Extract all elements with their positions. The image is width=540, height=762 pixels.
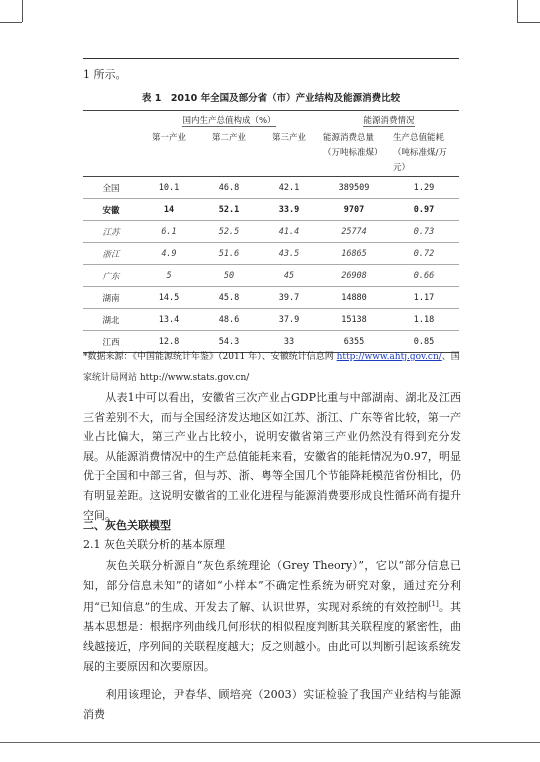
crop-mark-top-left-v [22, 0, 23, 22]
header-gdp-group [139, 111, 319, 130]
header-blank [83, 111, 139, 130]
header-energy-total: 能源消费总量（万吨标准煤） [319, 129, 389, 177]
value-cell: 33.9 [259, 199, 319, 221]
value-cell: 0.72 [389, 243, 459, 265]
value-cell: 14880 [319, 287, 389, 309]
industry-energy-table [83, 110, 459, 353]
value-cell: 9707 [319, 199, 389, 221]
region-cell: 江西 [83, 331, 139, 353]
crop-mark-top-left-h [0, 22, 22, 23]
value-cell: 42.1 [259, 177, 319, 199]
value-cell: 6355 [319, 331, 389, 353]
value-cell: 39.7 [259, 287, 319, 309]
value-cell: 12.8 [139, 331, 199, 353]
para2-part-b: 。其基本思想是：根据序列曲线几何形状的相似程度判断其关联程度的紧密性，曲线越接近，序列间的关联程度越大；反之则越小。由此可以判断引起该系统发展的主要原因和次要原因。 [83, 600, 462, 673]
value-cell: 46.8 [199, 177, 259, 199]
value-cell: 14 [139, 199, 199, 221]
region-cell: 湖南 [83, 287, 139, 309]
value-cell: 1.29 [389, 177, 459, 199]
table-row [83, 199, 459, 221]
value-cell: 16865 [319, 243, 389, 265]
value-cell: 4.9 [139, 243, 199, 265]
value-cell: 52.5 [199, 221, 259, 243]
value-cell: 41.4 [259, 221, 319, 243]
table-header-col-row [83, 129, 459, 177]
table-caption: 表 1 2010 年全国及部分省（市）产业结构及能源消费比较 [141, 93, 401, 104]
value-cell: 43.5 [259, 243, 319, 265]
table-row [83, 221, 459, 243]
region-cell: 安徽 [83, 199, 139, 221]
table-row [83, 287, 459, 309]
value-cell: 37.9 [259, 309, 319, 331]
gdp-group-label: 国内生产总值构成（%） [182, 115, 276, 126]
region-cell: 浙江 [83, 243, 139, 265]
value-cell: 389509 [319, 177, 389, 199]
value-cell: 50 [199, 265, 259, 287]
value-cell: 5 [139, 265, 199, 287]
header-rule [83, 58, 459, 59]
value-cell: 52.1 [199, 199, 259, 221]
value-cell: 1.17 [389, 287, 459, 309]
value-cell: 0.97 [389, 199, 459, 221]
note-prefix: *数据来源：《中国能源统计年鉴》（2011 年）、安徽统计信息网 [83, 352, 337, 362]
value-cell: 51.6 [199, 243, 259, 265]
header-tertiary: 第三产业 [259, 129, 319, 177]
energy-group-label: 能源消费情况 [363, 115, 415, 126]
paragraph-table-analysis: 从表1中可以看出，安徽省三次产业占GDP比重与中部湖南、湖北及江西三省差别不大，而与全国经济发达地区如江苏、浙江、广东等省比较，第一产业占比偏大，第三产业占比较小，说明安徽省第三产业仍然没有得到充分发展。从能源消费情况中的生产总值能耗来看，安徽省的能耗情况为0.97，明显优于全国和中部三省，但与苏、浙、粤等全国几个节能降耗模范省份相比，仍有明显差距。这说明安徽省的工业化进程与能源消费要形成良性循环尚有提升空间。 [83, 391, 461, 522]
table-row [83, 177, 459, 199]
region-cell: 广东 [83, 265, 139, 287]
value-cell: 54.3 [199, 331, 259, 353]
table-row [83, 243, 459, 265]
value-cell: 45 [259, 265, 319, 287]
value-cell: 25774 [319, 221, 389, 243]
note-suffix: 、国家统计局网站 http://www.stats.gov.cn/ [83, 352, 460, 383]
table-header-group-row [83, 111, 459, 130]
footer-rule [0, 742, 540, 743]
paragraph-grey-theory [83, 556, 461, 676]
region-cell: 湖北 [83, 309, 139, 331]
data-source-note [83, 347, 461, 389]
header-region [83, 129, 139, 177]
value-cell: 45.8 [199, 287, 259, 309]
value-cell: 0.73 [389, 221, 459, 243]
intro-text: 1 所示。 [83, 68, 127, 81]
table-row [83, 309, 459, 331]
header-energy-intensity: 生产总值能耗（吨标准煤/万元） [389, 129, 459, 177]
region-cell: 江苏 [83, 221, 139, 243]
header-secondary: 第二产业 [199, 129, 259, 177]
value-cell: 15138 [319, 309, 389, 331]
value-cell: 13.4 [139, 309, 199, 331]
crop-mark-top-right-h [517, 22, 540, 23]
para2-part-a: 灰色关联分析源自“灰色系统理论（Grey Theory）”，它以“部分信息已知，部分信息未知”的诸如“小样本”不确定性系统为研究对象，通过充分利用“已知信息”的生成、开发去了解、认识世界，实现对系统的有效控制 [83, 559, 461, 614]
paragraph-application: 利用该理论，尹春华、顾培亮（2003）实证检验了我国产业结构与能源消费 [83, 688, 461, 721]
value-cell: 0.66 [389, 265, 459, 287]
ahtj-link[interactable]: http://www.ahtj.gov.cn/ [336, 352, 442, 362]
value-cell: 48.6 [199, 309, 259, 331]
header-energy-group [319, 111, 459, 130]
header-primary: 第一产业 [139, 129, 199, 177]
subsection-heading: 2.1 灰色关联分析的基本原理 [83, 538, 225, 551]
value-cell: 0.85 [389, 331, 459, 353]
section-heading: 二、灰色关联模型 [83, 519, 171, 532]
value-cell: 26908 [319, 265, 389, 287]
value-cell: 10.1 [139, 177, 199, 199]
value-cell: 6.1 [139, 221, 199, 243]
crop-mark-top-right-v [517, 0, 518, 22]
value-cell: 14.5 [139, 287, 199, 309]
value-cell: 33 [259, 331, 319, 353]
value-cell: 1.18 [389, 309, 459, 331]
region-cell: 全国 [83, 177, 139, 199]
citation-1: [1] [428, 600, 439, 609]
table-row [83, 265, 459, 287]
